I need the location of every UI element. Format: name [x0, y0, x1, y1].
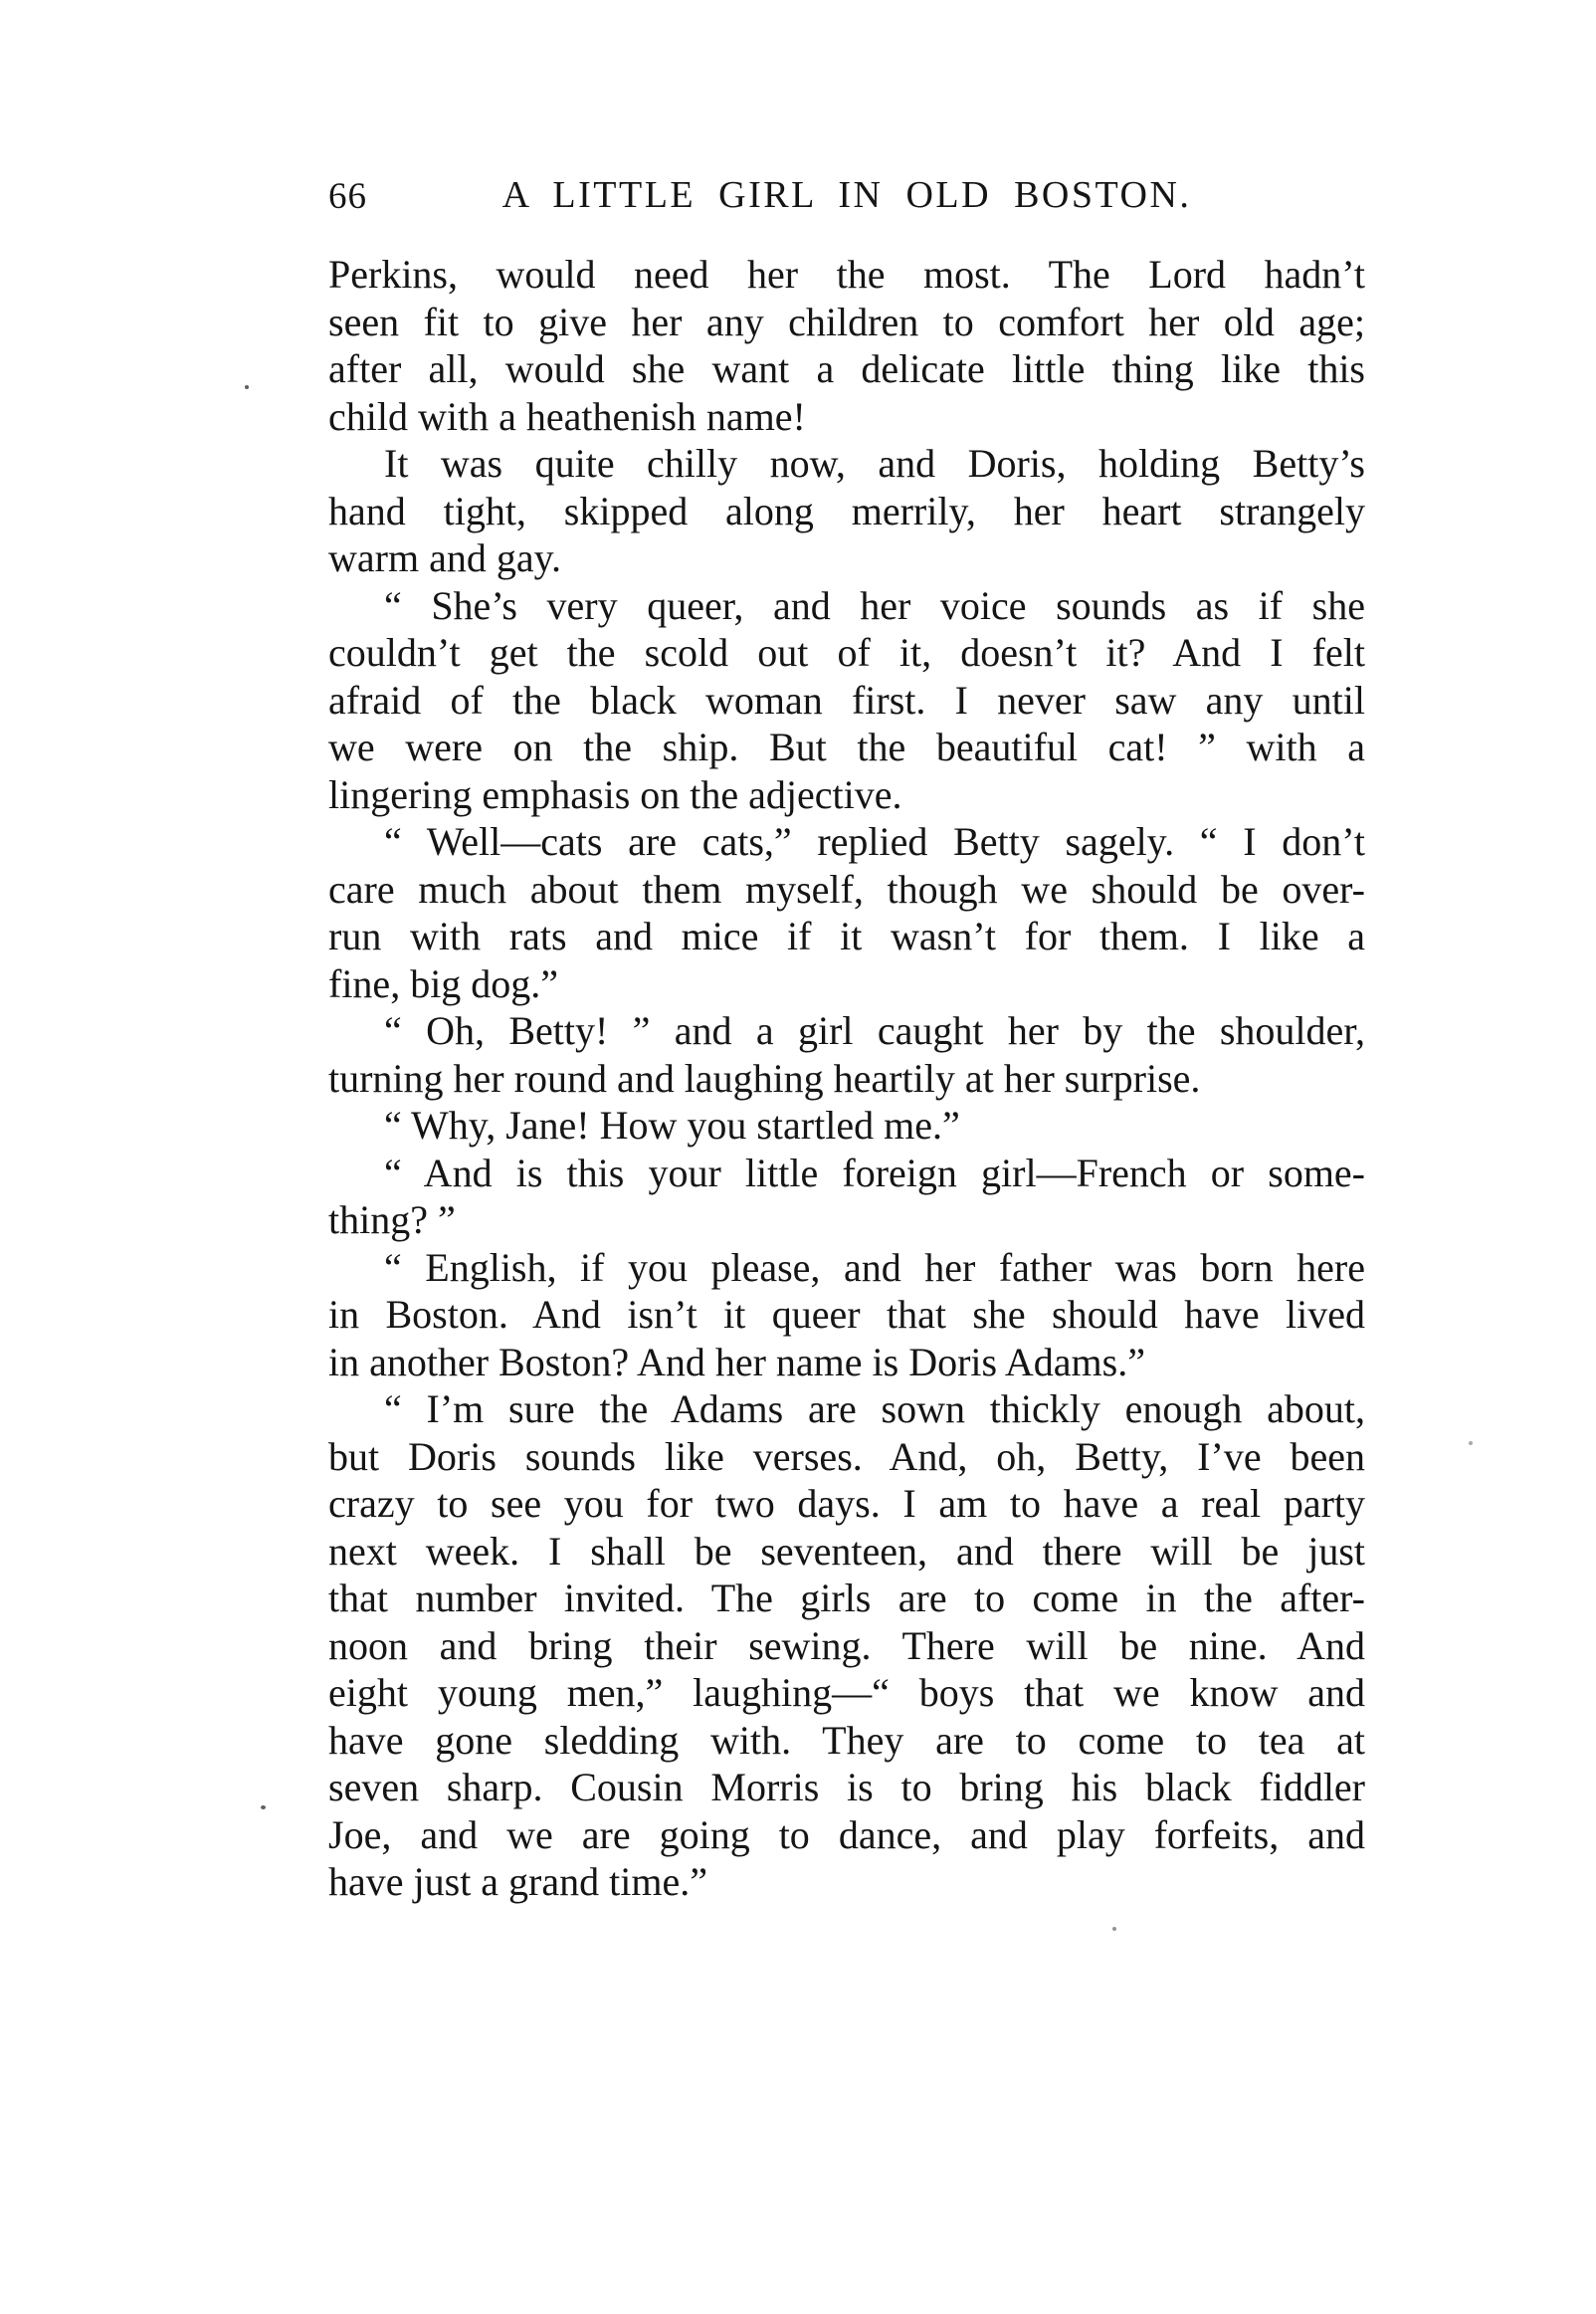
text-line: “ And is this your little foreign girl—French or some-: [384, 1150, 1365, 1195]
text-line: in another Boston? And her name is Doris Adams.”: [328, 1339, 1145, 1384]
text-line: “ Well—cats are cats,” replied Betty sagely. “ I don’t: [384, 819, 1365, 864]
text-line: “ English, if you please, and her father was born here: [384, 1244, 1365, 1290]
text-line: couldn’t get the scold out of it, doesn’t it? And I felt: [328, 630, 1365, 675]
text-line: “ Why, Jane! How you startled me.”: [384, 1103, 960, 1148]
text-line: but Doris sounds like verses. And, oh, Betty, I’ve been: [328, 1433, 1365, 1479]
scan-speck: [1469, 1441, 1473, 1445]
scan-speck: [1112, 1927, 1116, 1931]
text-line: turning her round and laughing heartily at her surprise.: [328, 1055, 1201, 1101]
body-text: [328, 251, 1365, 1906]
running-title: A LITTLE GIRL IN OLD BOSTON.: [501, 174, 1192, 216]
page-header: [328, 173, 1365, 217]
text-line: afraid of the black woman first. I never saw any until: [328, 677, 1365, 723]
text-line: Perkins, would need her the most. The Lord hadn’t: [328, 252, 1365, 297]
page-number: 66: [328, 176, 367, 217]
text-line: “ I’m sure the Adams are sown thickly enough about,: [384, 1386, 1365, 1431]
text-line: run with rats and mice if it wasn’t for them. I like a: [328, 914, 1365, 958]
text-line: eight young men,” laughing—“ boys that we know and: [328, 1670, 1365, 1715]
text-line: seven sharp. Cousin Morris is to bring his black fiddler: [328, 1765, 1365, 1809]
text-line: It was quite chilly now, and Doris, holding Betty’s: [384, 441, 1365, 486]
text-line: care much about them myself, though we should be over-: [328, 866, 1365, 912]
text-line: hand tight, skipped along merrily, her heart strangely: [328, 488, 1365, 533]
scan-speck: [245, 385, 249, 389]
text-line: we were on the ship. But the beautiful cat! ” with a: [328, 725, 1365, 769]
text-line: have just a grand time.”: [328, 1859, 707, 1904]
text-line: have gone sledding with. They are to come to tea at: [328, 1717, 1365, 1763]
text-line: noon and bring their sewing. There will be nine. And: [328, 1622, 1365, 1668]
scan-speck: [261, 1805, 266, 1809]
text-line: in Boston. And isn’t it queer that she should have lived: [328, 1292, 1365, 1337]
text-line: “ She’s very queer, and her voice sounds as if she: [384, 582, 1365, 628]
text-line: Joe, and we are going to dance, and play forfeits, and: [328, 1811, 1365, 1857]
text-line: child with a heathenish name!: [328, 393, 806, 439]
text-line: seen fit to give her any children to comfort her old age;: [328, 299, 1365, 344]
text-line: warm and gay.: [328, 535, 561, 580]
text-line: “ Oh, Betty! ” and a girl caught her by the shoulder,: [384, 1008, 1365, 1053]
text-line: next week. I shall be seventeen, and there will be just: [328, 1528, 1365, 1574]
text-line: thing? ”: [328, 1197, 456, 1242]
text-line: that number invited. The girls are to come in the after-: [328, 1576, 1365, 1620]
text-line: lingering emphasis on the adjective.: [328, 771, 902, 817]
text-line: fine, big dog.”: [328, 960, 559, 1006]
text-line: crazy to see you for two days. I am to have a real party: [328, 1481, 1365, 1526]
text-line: after all, would she want a delicate little thing like this: [328, 346, 1365, 391]
